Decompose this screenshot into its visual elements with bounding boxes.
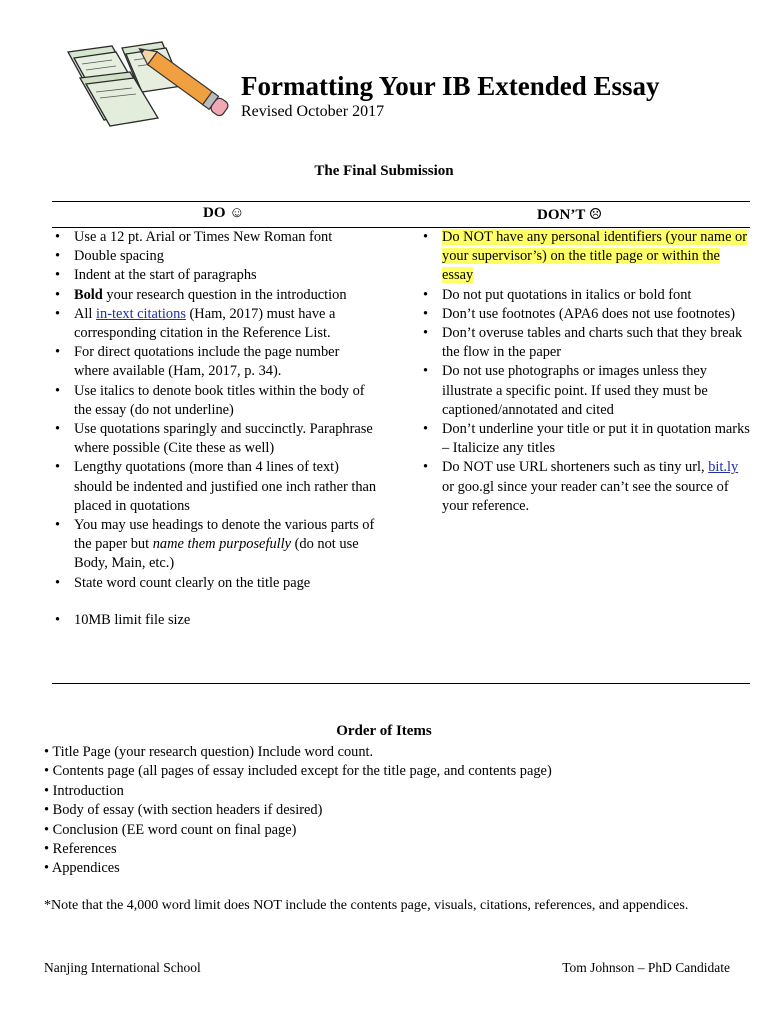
order-list: [44, 743, 552, 879]
dont-item: • Don’t use footnotes (APA6 does not use footnotes): [420, 305, 752, 324]
table-bottom-rule: [52, 683, 750, 684]
do-column-heading: DO ☺: [203, 205, 245, 221]
highlighted-text: Do NOT have any personal identifiers (your name or your supervisor’s) on the title page or within the essay: [442, 229, 748, 284]
document-title: Formatting Your IB Extended Essay: [241, 71, 660, 101]
do-item: • Indent at the start of paragraphs: [52, 266, 377, 285]
order-item: • Contents page (all pages of essay included except for the title page, and contents page): [44, 763, 552, 780]
do-item: • Bold your research question in the introduction: [52, 286, 377, 305]
order-item: • Title Page (your research question) Include word count.: [44, 744, 374, 760]
final-submission-heading: The Final Submission: [314, 163, 454, 179]
order-item: • Conclusion (EE word count on final page): [44, 821, 297, 838]
order-of-items-heading: Order of Items: [336, 723, 432, 739]
dont-item: • Do not put quotations in italics or bold font: [420, 286, 752, 305]
dont-item: • Don’t underline your title or put it in quotation marks – Italicize any titles: [420, 420, 752, 458]
order-item: • Body of essay (with section headers if desired): [44, 802, 323, 819]
dont-list: [420, 228, 752, 516]
do-item: • State word count clearly on the title page: [52, 574, 377, 593]
footer-school: Nanjing International School: [44, 960, 201, 975]
footer-author: Tom Johnson – PhD Candidate: [562, 960, 730, 975]
dont-item: • Do NOT use URL shorteners such as tiny url, bit.ly or goo.gl since your reader can’t see the source of your reference.: [420, 458, 752, 516]
books-pencil-clipart: [60, 38, 238, 130]
table-top-rule: [52, 201, 750, 202]
order-item: • References: [44, 841, 117, 858]
do-item: • Use quotations sparingly and succinctly. Paraphrase where possible (Cite these as well): [52, 420, 377, 458]
dont-item: [420, 228, 752, 286]
dont-item: • Do not use photographs or images unless they illustrate a specific point. If used they must be captioned/annotated and cited: [420, 362, 752, 420]
do-item: • Use italics to denote book titles within the body of the essay (do not underline): [52, 382, 377, 420]
do-item: • Lengthy quotations (more than 4 lines of text) should be indented and justified one inch rather than placed in quotations: [52, 458, 377, 516]
in-text-citations-link[interactable]: in-text citations: [96, 305, 186, 322]
do-item: • All in-text citations (Ham, 2017) must have a corresponding citation in the Reference List.: [52, 305, 377, 343]
dont-item: • Don’t overuse tables and charts such that they break the flow in the paper: [420, 324, 752, 362]
bitly-link[interactable]: bit.ly: [708, 459, 739, 476]
dont-column-heading: DON’T ☹: [537, 207, 603, 223]
do-item: • 10MB limit file size: [52, 611, 377, 630]
do-item: • For direct quotations include the page number where available (Ham, 2017, p. 34).: [52, 343, 377, 381]
do-item: • You may use headings to denote the various parts of the paper but name them purposefully (do not use Body, Main, etc.): [52, 516, 377, 574]
order-item: • Introduction: [44, 782, 124, 799]
do-list: [52, 228, 377, 630]
revision-date: Revised October 2017: [241, 103, 385, 120]
do-item: • Double spacing: [52, 247, 377, 266]
word-limit-note: *Note that the 4,000 word limit does NOT include the contents page, visuals, citations, references, and appendices.: [44, 898, 689, 913]
do-item: • Use a 12 pt. Arial or Times New Roman font: [52, 228, 377, 247]
order-item: • Appendices: [44, 860, 120, 877]
